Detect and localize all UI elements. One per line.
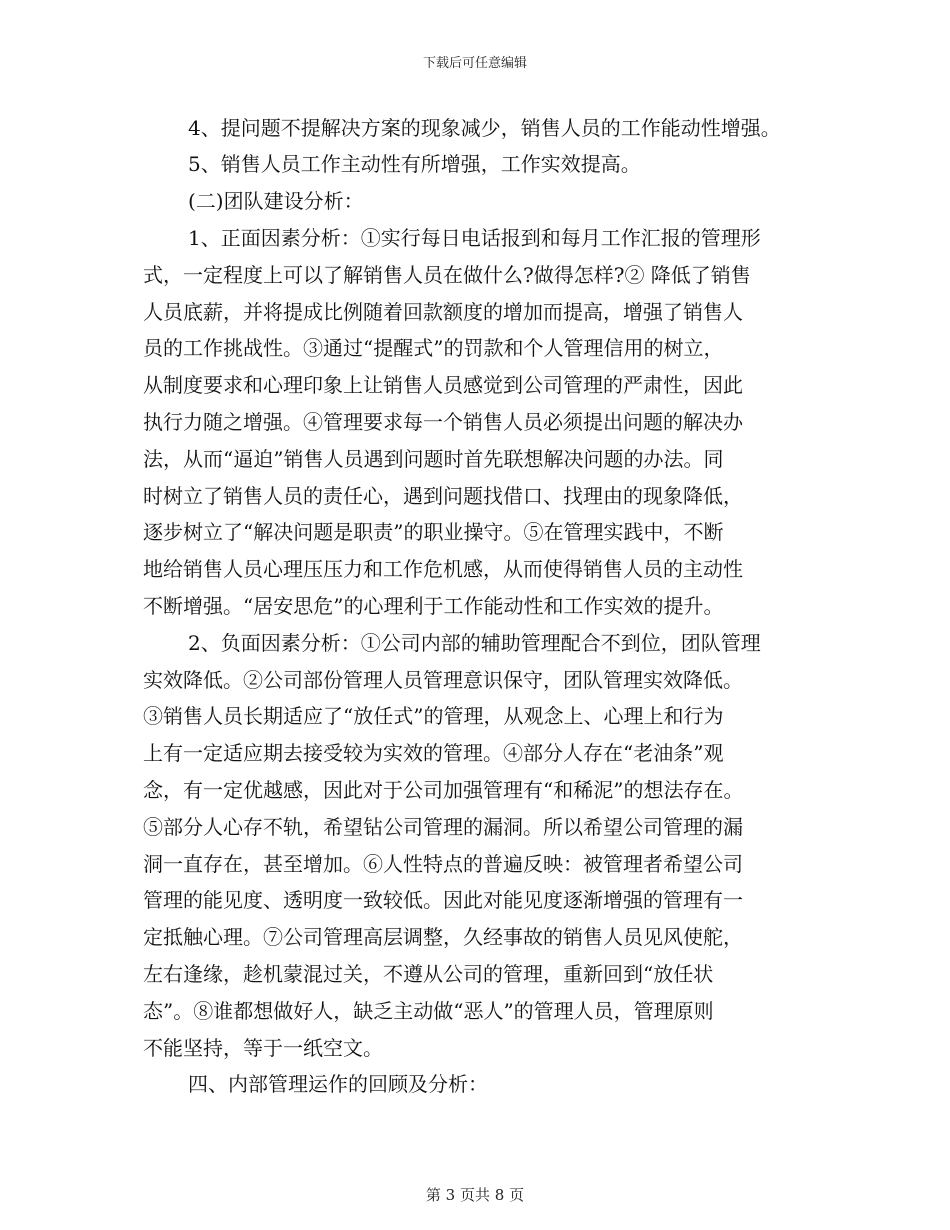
paragraph-line: 人员底薪，并将提成比例随着回款额度的增加而提高，增强了销售人 (143, 300, 743, 324)
paragraph-line: 管理的能见度、透明度一致较低。因此对能见度逐渐增强的管理有一 (143, 888, 743, 912)
paragraph-line: ③销售人员长期适应了“放任式”的管理，从观念上、心理上和行为 (143, 704, 724, 728)
paragraph-line: 时树立了销售人员的责任心，遇到问题找借口、找理由的现象降低， (143, 484, 743, 508)
page-footer: 第 3 页共 8 页 (425, 1186, 525, 1204)
paragraph-line: 2、负面因素分析：①公司内部的辅助管理配合不到位，团队管理 (188, 631, 761, 655)
paragraph-line: ⑤部分人心存不轨，希望钻公司管理的漏洞。所以希望公司管理的漏 (143, 815, 743, 839)
paragraph-line: 念，有一定优越感，因此对于公司加强管理有“和稀泥”的想法存在。 (143, 778, 744, 802)
paragraph-line: 执行力随之增强。④管理要求每一个销售人员必须提出问题的解决办 (143, 410, 743, 434)
paragraph-line: 式，一定程度上可以了解销售人员在做什么?做得怎样?② 降低了销售 (143, 263, 751, 287)
paragraph-line: 1、正面因素分析：①实行每日电话报到和每月工作汇报的管理形 (188, 226, 761, 250)
paragraph-line: 定抵触心理。⑦公司管理高层调整，久经事故的销售人员见风使舵， (143, 925, 743, 949)
paragraph-line: 5、销售人员工作主动性有所增强，工作实效提高。 (188, 152, 641, 176)
paragraph-line: 逐步树立了“解决问题是职责”的职业操守。⑤在管理实践中，不断 (143, 520, 724, 544)
paragraph-line: 上有一定适应期去接受较为实效的管理。④部分人存在“老油条”观 (143, 741, 724, 765)
paragraph-line: 法，从而“逼迫”销售人员遇到问题时首先联想解决问题的办法。同 (143, 447, 724, 471)
paragraph-line: 员的工作挑战性。③通过“提醒式”的罚款和个人管理信用的树立， (143, 336, 724, 360)
section-heading: 四、内部管理运作的回顾及分析： (188, 1072, 488, 1096)
paragraph-line: 4、提问题不提解决方案的现象减少，销售人员的工作能动性增强。 (188, 116, 781, 140)
paragraph-line: 实效降低。②公司部份管理人员管理意识保守，团队管理实效降低。 (143, 668, 743, 692)
paragraph-line: 不能坚持，等于一纸空文。 (143, 1036, 383, 1060)
section-heading: (二)团队建设分析： (188, 189, 364, 213)
paragraph-line: 地给销售人员心理压压力和工作危机感，从而使得销售人员的主动性 (143, 557, 743, 581)
paragraph-line: 不断增强。“居安思危”的心理利于工作能动性和工作实效的提升。 (143, 594, 724, 618)
paragraph-line: 洞一直存在，甚至增加。⑥人性特点的普遍反映：被管理者希望公司 (143, 852, 743, 876)
paragraph-line: 左右逢缘，趁机蒙混过关，不遵从公司的管理，重新回到“放任状 (143, 962, 714, 986)
page-header: 下载后可任意编辑 (422, 56, 527, 71)
paragraph-line: 从制度要求和心理印象上让销售人员感觉到公司管理的严肃性，因此 (143, 373, 743, 397)
paragraph-line: 态”。⑧谁都想做好人，缺乏主动做“恶人”的管理人员，管理原则 (143, 999, 714, 1023)
